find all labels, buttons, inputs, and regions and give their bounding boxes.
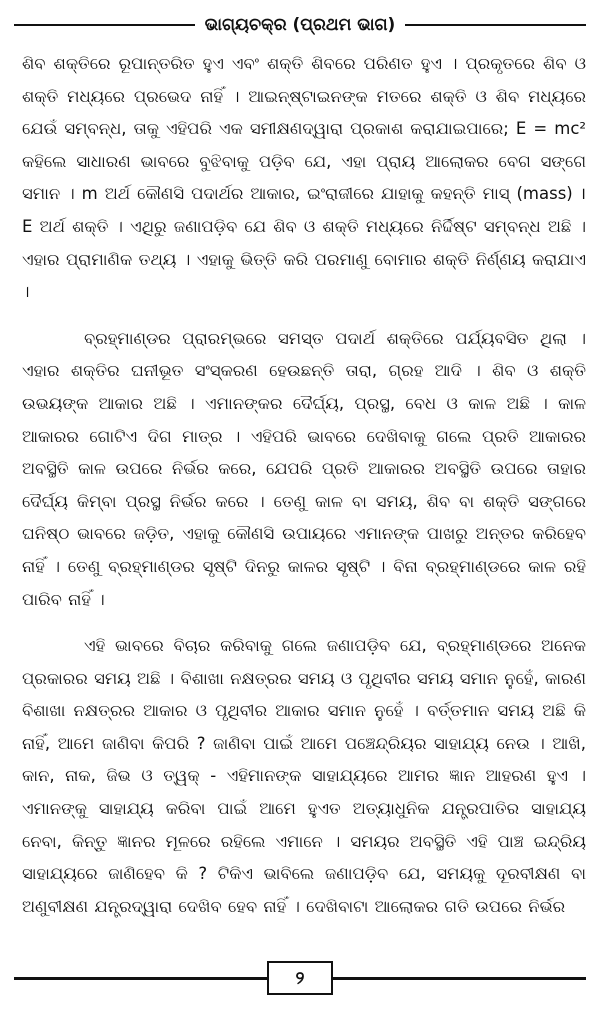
footer-rule-left — [14, 977, 267, 980]
header-rule-left — [14, 24, 195, 26]
running-header — [14, 10, 586, 40]
header-rule-right — [405, 24, 586, 26]
page-number: ୨ — [267, 961, 333, 995]
page-footer — [14, 958, 586, 998]
page-body — [22, 48, 586, 937]
paragraph-2: ବ୍ରହ୍ମାଣ୍ଡର ପ୍ରାରମ୍ଭରେ ସମସ୍ତ ପଦାର୍ଥ ଶକ୍ତିରେ ପର୍ଯ୍ୟବସିତ ଥିଲା । ଏହାର ଶକ୍ତିର ଘନୀଭୂତ ସଂସ୍କରଣ ହେଉଛନ୍ତି ତାରା, ଗ୍ରହ ଆଦି । ଶିବ ଓ ଶକ୍ତି ଉଭୟଙ୍କ ଆକାର ଅଛି । ଏମାନଙ୍କର ଦୈର୍ଘ୍ୟ, ପ୍ରସ୍ଥ, ବେଧ ଓ କାଳ ଅଛି । କାଳ ଆକାରର ଗୋଟିଏ ଦିଗ ମାତ୍ର । ଏହିପରି ଭାବରେ ଦେଖିବାକୁ ଗଲେ ପ୍ରତି ଆକାରର ଅବସ୍ଥିତି କାଳ ଉପରେ ନିର୍ଭର କରେ, ଯେପରି ପ୍ରତି ଆକାରର ଅବସ୍ଥିତି ଉପରେ ତାହାର ଦୈର୍ଘ୍ୟ କିମ୍ବା ପ୍ରସ୍ଥ ନିର୍ଭର କରେ । ତେଣୁ କାଳ ବା ସମୟ, ଶିବ ବା ଶକ୍ତି ସଙ୍ଗରେ ଘନିଷ୍ଠ ଭାବରେ ଜଡ଼ିତ, ଏହାକୁ କୌଣସି ଉପାୟରେ ଏମାନଙ୍କ ପାଖରୁ ଅନ୍ତର କରିହେବ ନାହିଁ । ତେଣୁ ବ୍ରହ୍ମାଣ୍ଡର ସୃଷ୍ଟି ଦିନରୁ କାଳର ସୃଷ୍ଟି । ବିନା ବ୍ରହ୍ମାଣ୍ଡରେ କାଳ ରହି ପାରିବ ନାହିଁ । — [22, 328, 586, 609]
paragraph-1: ଶିବ ଶକ୍ତିରେ ରୂପାନ୍ତରିତ ହୁଏ ଏବଂ ଶକ୍ତି ଶିବରେ ପରିଣତ ହୁଏ । ପ୍ରକୃତରେ ଶିବ ଓ ଶକ୍ତି ମଧ୍ୟରେ ପ୍ରଭେଦ ନାହିଁ । ଆଇନ୍‌ଷ୍ଟାଇନଙ୍କ ମତରେ ଶକ୍ତି ଓ ଶିବ ମଧ୍ୟରେ ଯେଉଁ ସମ୍ବନ୍ଧ, ତାକୁ ଏହିପରି ଏକ ସମୀକ୍ଷଣଦ୍ୱାରା ପ୍ରକାଶ କରାଯାଇପାରେ; E = mc² କହିଲେ ସାଧାରଣ ଭାବରେ ବୁଝିବାକୁ ପଡ଼ିବ ଯେ, ଏହା ପ୍ରାୟ ଆଲୋକର ବେଗ ସଙ୍ଗେ ସମାନ । m ଅର୍ଥ କୌଣସି ପଦାର୍ଥର ଆକାର, ଇଂରାଜୀରେ ଯାହାକୁ କହନ୍ତି ମାସ୍ (mass) । E ଅର୍ଥ ଶକ୍ତି । ଏଥିରୁ ଜଣାପଡ଼ିବ ଯେ ଶିବ ଓ ଶକ୍ତି ମଧ୍ୟରେ ନିର୍ଦ୍ଦିଷ୍ଟ ସମ୍ବନ୍ଧ ଅଛି । ଏହାର ପ୍ରାମାଣିକ ତଥ୍ୟ । ଏହାକୁ ଭିତ୍ତି କରି ପରମାଣୁ ବୋମାର ଶକ୍ତି ନିର୍ଣ୍ଣୟ କରାଯାଏ । — [22, 54, 586, 302]
footer-rule-right — [333, 977, 586, 980]
paragraph-3: ଏହି ଭାବରେ ବିଚାର କରିବାକୁ ଗଲେ ଜଣାପଡ଼ିବ ଯେ, ବ୍ରହ୍ମାଣ୍ଡରେ ଅନେକ ପ୍ରକାରର ସମୟ ଅଛି । ବିଶାଖା ନକ୍ଷତ୍ରର ସମୟ ଓ ପୃଥିବୀର ସମୟ ସମାନ ନୁହେଁ, କାରଣ ବିଶାଖା ନକ୍ଷତ୍ରର ଆକାର ଓ ପୃଥିବୀର ଆକାର ସମାନ ନୁହେଁ । ବର୍ତ୍ତମାନ ସମୟ ଅଛି କି ନାହିଁ, ଆମେ ଜାଣିବା କିପରି ? ଜାଣିବା ପାଇଁ ଆମେ ପଞ୍ଚେନ୍ଦ୍ରିୟର ସାହାଯ୍ୟ ନେଉ । ଆଖି, କାନ, ନାକ, ଜିଭ ଓ ତ୍ୱକ୍ - ଏହିମାନଙ୍କ ସାହାଯ୍ୟରେ ଆମର ଜ୍ଞାନ ଆହରଣ ହୁଏ । ଏମାନଙ୍କୁ ସାହାଯ୍ୟ କରିବା ପାଇଁ ଆମେ ହୁଏତ ଅତ୍ୟାଧୁନିକ ଯନ୍ତ୍ରପାତିର ସାହାଯ୍ୟ ନେବା, କିନ୍ତୁ ଜ୍ଞାନର ମୂଳରେ ରହିଲେ ଏମାନେ । ସମୟର ଅବସ୍ଥିତି ଏହି ପାଞ୍ଚ ଇନ୍ଦ୍ରିୟ ସାହାଯ୍ୟରେ ଜାଣିହେବ କି ? ଟିକିଏ ଭାବିଲେ ଜଣାପଡ଼ିବ ଯେ, ସମୟକୁ ଦୂରବୀକ୍ଷଣ ବା ଅଣୁବୀକ୍ଷଣ ଯନ୍ତ୍ରଦ୍ୱାରା ଦେଖିବ ହେବ ନାହିଁ । ଦେଖିବାଟା ଆଲୋକର ଗତି ଉପରେ ନିର୍ଭର — [22, 636, 586, 916]
book-title: ଭାଗ୍ୟଚକ୍ର (ପ୍ରଥମ ଭାଗ) — [204, 15, 396, 35]
